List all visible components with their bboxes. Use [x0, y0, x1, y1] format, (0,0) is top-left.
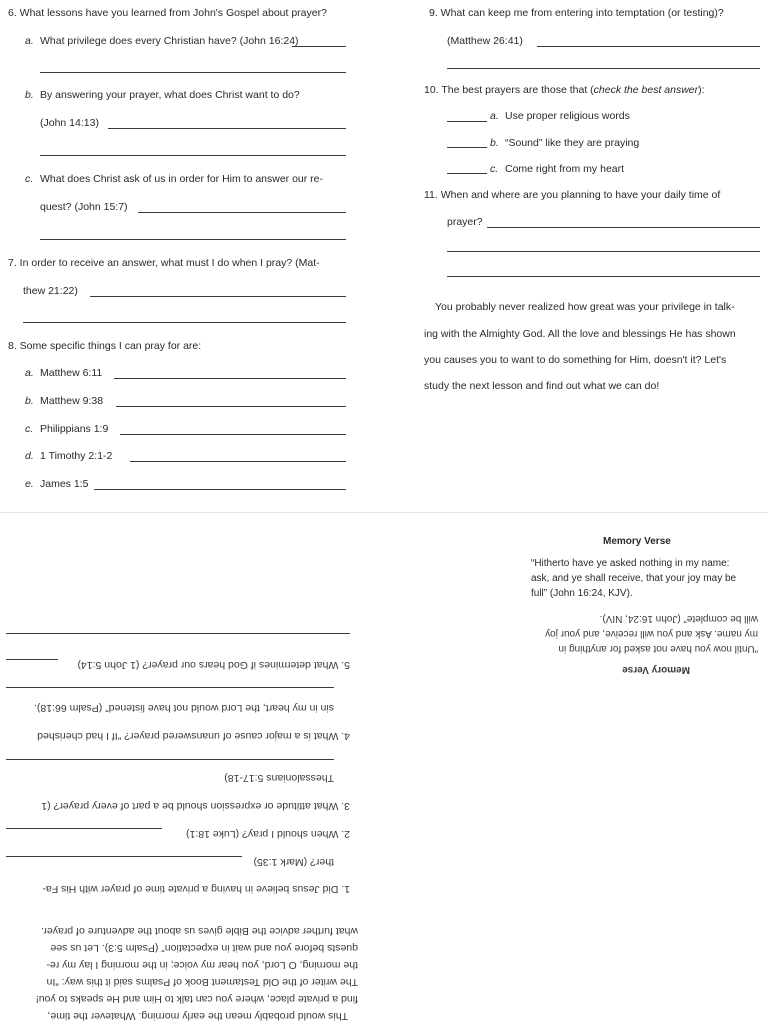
question-8e-letter: e. [25, 478, 34, 490]
answer-blank-10c[interactable] [447, 173, 487, 174]
closing-paragraph-line-1: You probably never realized how great was your privilege in talk- [435, 301, 735, 313]
flipped-question-4-cont: sin in my heart, the Lord would not have listened” (Psalm 66:18). [34, 702, 334, 714]
flipped-paragraph [0, 920, 358, 1024]
answer-line-8c[interactable] [120, 434, 346, 435]
answer-line-6a[interactable] [292, 46, 346, 47]
answer-line-6a-2[interactable] [40, 72, 346, 73]
option-10b-letter: b. [490, 137, 499, 149]
question-7-text-cont: thew 21:22) [23, 285, 78, 297]
question-6a-text: What privilege does every Christian have? (John 16:24) [40, 35, 299, 47]
answer-line-6b[interactable] [108, 128, 346, 129]
question-10-prompt: 10. The best prayers are those that (check the best answer): [424, 84, 705, 96]
flipped-paragraph-line-3: The writer of the Old Testament Book of Psalms said it this way: “In [46, 976, 358, 988]
flipped-answer-line-1 [6, 856, 242, 857]
flipped-paragraph-line-1: This would probably mean the early morning. Whatever the time, [47, 1010, 348, 1022]
question-6b-text: By answering your prayer, what does Christ want to do? [40, 89, 300, 101]
closing-paragraph-line-2: ing with the Almighty God. All the love and blessings He has shown [424, 328, 736, 340]
question-9-reference: (Matthew 26:41) [447, 35, 523, 47]
question-8b-letter: b. [25, 395, 34, 407]
answer-line-6c[interactable] [138, 212, 346, 213]
flipped-paragraph-line-4: the morning, O Lord, you hear my voice; in the morning I lay my re- [46, 959, 358, 971]
memory-verse-line-3: full” (John 16:24, KJV). [531, 588, 633, 599]
question-8d-reference: 1 Timothy 2:1-2 [40, 450, 113, 462]
flipped-answer-line-5-2 [6, 633, 350, 634]
answer-line-8a[interactable] [114, 378, 346, 379]
memory-verse-line-1: “Hitherto have ye asked nothing in my name: [531, 558, 730, 569]
flipped-answer-line-3 [6, 759, 334, 760]
answer-line-7-2[interactable] [23, 322, 346, 323]
flipped-paragraph-line-2: find a private place, where you can talk to Him and He speaks to you! [35, 993, 358, 1005]
flipped-question-3: 3. What attitude or expression should be a part of every prayer? (1 [41, 800, 350, 812]
answer-line-8b[interactable] [116, 406, 346, 407]
question-6b-letter: b. [25, 89, 34, 101]
closing-paragraph-line-3: you causes you to want to do something for Him, doesn't it? Let's [424, 354, 727, 366]
answer-line-11-3[interactable] [447, 276, 760, 277]
option-10c-text: Come right from my heart [505, 163, 625, 175]
flipped-answer-line-2 [6, 828, 162, 829]
answer-blank-10a[interactable] [447, 121, 487, 122]
flipped-answer-line-4 [6, 687, 334, 688]
question-8a-letter: a. [25, 367, 34, 379]
flipped-question-4: 4. What is a major cause of unanswered prayer? “If I had cherished [37, 730, 350, 742]
answer-line-6c-2[interactable] [40, 239, 346, 240]
question-7-text: 7. In order to receive an answer, what must I do when I pray? (Mat- [8, 257, 320, 269]
memory-verse-line-2: ask, and ye shall receive, that your joy may be [531, 573, 737, 584]
question-8e-reference: James 1:5 [40, 478, 89, 490]
question-9-text: 9. What can keep me from entering into temptation (or testing)? [429, 7, 724, 19]
page-fold-line [0, 512, 768, 513]
flipped-question-3-cont: Thessalonians 5:17-18) [224, 772, 334, 784]
answer-blank-10b[interactable] [447, 147, 487, 148]
flipped-question-2: 2. When should I pray? (Luke 18:1) [185, 828, 350, 840]
question-6a-letter: a. [25, 35, 34, 47]
answer-line-11[interactable] [487, 227, 760, 228]
flipped-answer-line-5 [6, 659, 58, 660]
flipped-memory-verse-line-1: “Until now you have not asked for anything in [558, 643, 758, 654]
answer-line-8d[interactable] [130, 461, 346, 462]
option-10c-letter: c. [490, 163, 499, 175]
answer-line-7[interactable] [90, 296, 346, 297]
question-6-prompt: 6. What lessons have you learned from John's Gospel about prayer? [8, 7, 327, 19]
flipped-memory-verse-line-3: will be complete” (John 16:24, NIV). [599, 613, 758, 624]
question-11-text: 11. When and where are you planning to have your daily time of [424, 189, 721, 201]
option-10a-text: Use proper religious words [505, 110, 630, 122]
closing-paragraph-line-4: study the next lesson and find out what we can do! [424, 380, 660, 392]
flipped-questions-block [0, 626, 358, 908]
question-8c-reference: Philippians 1:9 [40, 423, 109, 435]
flipped-memory-verse [503, 600, 768, 680]
question-6c-reference: quest? (John 15:7) [40, 201, 128, 213]
option-10a-letter: a. [490, 110, 499, 122]
answer-line-9[interactable] [537, 46, 760, 47]
flipped-question-1-cont: ther? (Mark 1:35) [253, 856, 334, 868]
question-8b-reference: Matthew 9:38 [40, 395, 104, 407]
question-8d-letter: d. [25, 450, 34, 462]
flipped-memory-verse-line-2: my name. Ask and you will receive, and your joy [545, 628, 758, 639]
question-8c-letter: c. [25, 423, 34, 435]
answer-line-6b-2[interactable] [40, 155, 346, 156]
question-6c-letter: c. [25, 173, 34, 185]
option-10b-text: “Sound” like they are praying [505, 137, 640, 149]
question-8a-reference: Matthew 6:11 [40, 367, 103, 379]
answer-line-9-2[interactable] [447, 68, 760, 69]
memory-verse-title: Memory Verse [603, 536, 671, 547]
answer-line-11-2[interactable] [447, 251, 760, 252]
question-6b-reference: (John 14:13) [40, 117, 99, 129]
question-11-text-cont: prayer? [447, 216, 483, 228]
flipped-memory-verse-title: Memory Verse [622, 664, 690, 675]
flipped-question-1: 1. Did Jesus believe in having a private time of prayer with His Fa- [42, 883, 350, 895]
flipped-paragraph-line-5: quests before you and wait in expectation” (Psalm 5:3). Let us see [50, 942, 358, 954]
flipped-question-5: 5. What determines if God hears our prayer? (1 John 5:14) [77, 659, 350, 671]
flipped-paragraph-line-6: what further advice the Bible gives us about the adventure of prayer. [41, 925, 358, 937]
question-8-prompt: 8. Some specific things I can pray for are: [8, 340, 202, 352]
question-6c-text: What does Christ ask of us in order for Him to answer our re- [40, 173, 324, 185]
answer-line-8e[interactable] [94, 489, 346, 490]
